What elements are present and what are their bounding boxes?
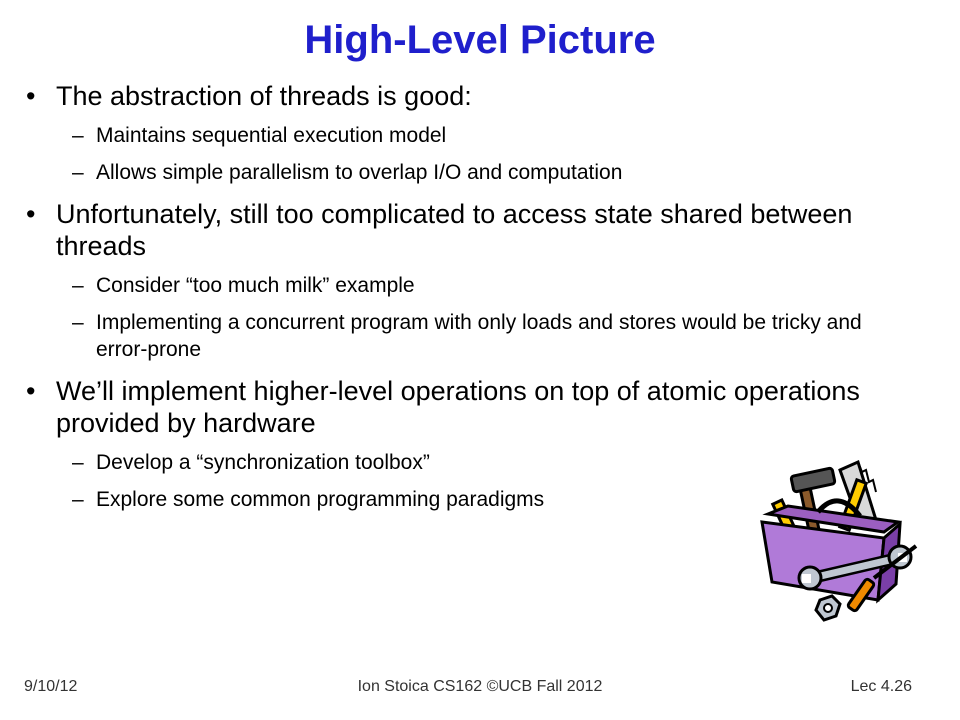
sub-bullet-2-2: [24, 309, 916, 363]
bullet-text: We’ll implement higher-level operations on top of atomic operations provided by hardware: [56, 376, 860, 438]
bullet-text: The abstraction of threads is good:: [56, 81, 472, 111]
sub-bullet-text: Develop a “synchronization toolbox”: [96, 451, 430, 474]
sub-dash: –: [72, 311, 84, 334]
sub-dash: –: [72, 274, 84, 297]
bullet-dot: •: [26, 199, 36, 229]
nut-icon: [816, 596, 840, 620]
bullet-2: [24, 198, 924, 262]
footer-lecture: Lec 4.26: [850, 678, 912, 695]
sub-bullet-text: Consider “too much milk” example: [96, 274, 415, 297]
sub-bullet-2-1: [24, 272, 916, 299]
sub-dash: –: [72, 161, 84, 184]
bullet-dot: •: [26, 81, 36, 111]
sub-dash: –: [72, 124, 84, 147]
slide-title: High-Level Picture: [304, 18, 656, 62]
bullet-dot: •: [26, 376, 36, 406]
bullet-3: [24, 375, 924, 439]
bullet-text: Unfortunately, still too complicated to access state shared between threads: [56, 199, 853, 261]
sub-bullet-text: Maintains sequential execution model: [96, 124, 447, 147]
bullet-1: [24, 80, 924, 112]
sub-bullet-text: Implementing a concurrent program with only loads and stores would be tricky and error-prone: [96, 311, 862, 361]
footer-date: 9/10/12: [24, 678, 78, 695]
footer-course: Ion Stoica CS162 ©UCB Fall 2012: [357, 678, 603, 695]
toolbox-icon: [748, 450, 928, 630]
sub-bullet-1-2: [24, 159, 916, 186]
sub-bullet-text: Explore some common programming paradigms: [96, 488, 545, 511]
sub-dash: –: [72, 451, 84, 474]
sub-dash: –: [72, 488, 84, 511]
sub-bullet-1-1: [24, 122, 916, 149]
slide-content: [24, 80, 924, 513]
sub-bullet-text: Allows simple parallelism to overlap I/O and computation: [96, 161, 623, 184]
